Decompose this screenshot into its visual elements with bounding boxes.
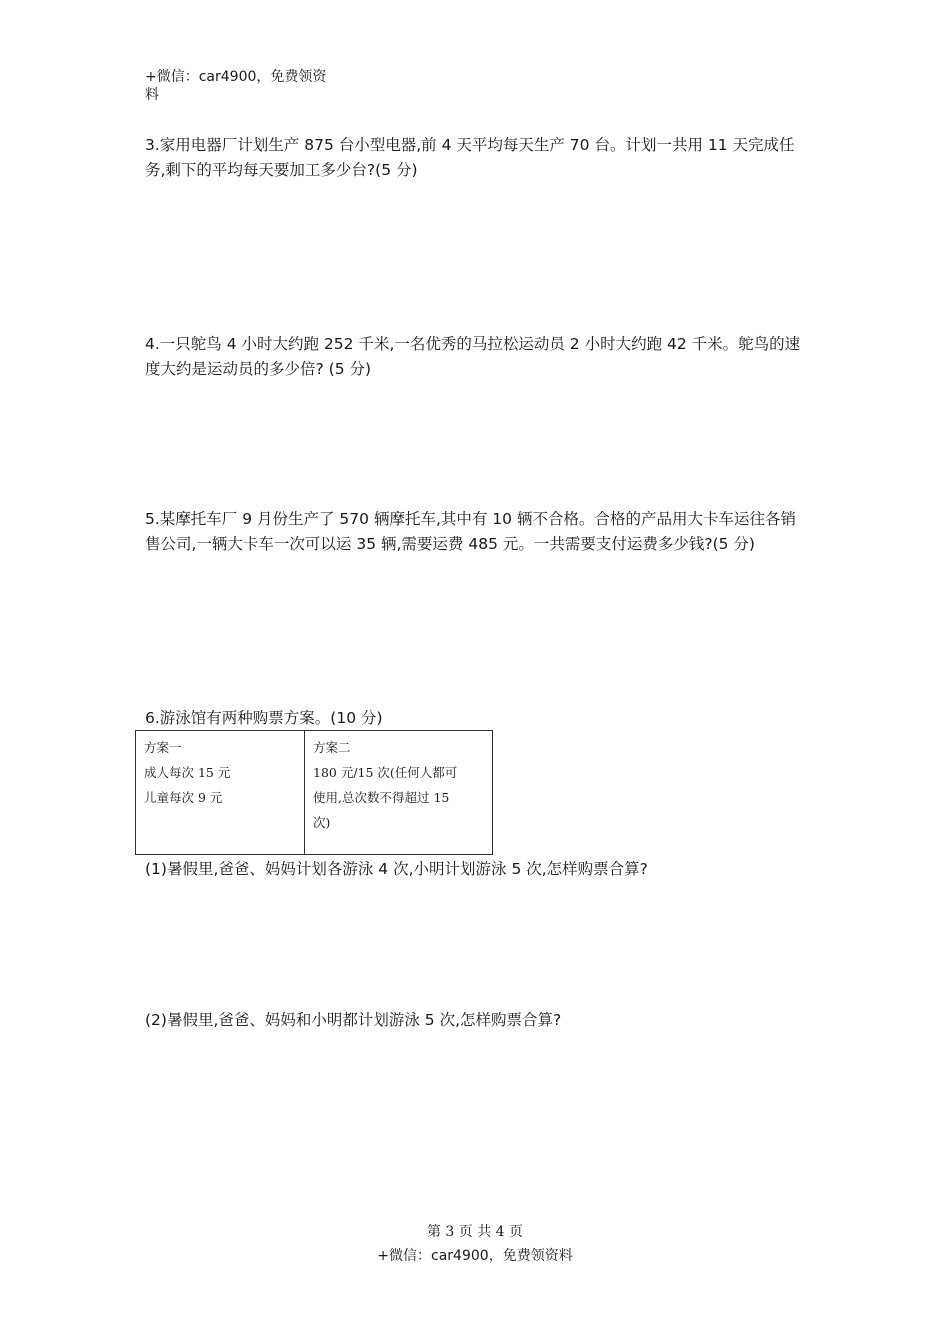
plan1-title: 方案一 <box>144 740 182 755</box>
plan1-line: 成人每次 15 元 <box>144 765 231 780</box>
ticket-plan-table <box>135 730 493 855</box>
plan2-title: 方案二 <box>313 740 351 755</box>
plan2-line: 使用,总次数不得超过 15 <box>313 790 450 805</box>
plan2-cell <box>305 731 493 855</box>
plan2-line: 180 元/15 次(任何人都可 <box>313 765 458 780</box>
footer-watermark: +微信：car4900，免费领资料 <box>377 1248 573 1264</box>
question-3: 3.家用电器厂计划生产 875 台小型电器,前 4 天平均每天生产 70 台。计划一共用 11 天完成任务,剩下的平均每天要加工多少台?(5 分) <box>145 136 795 179</box>
page-number: 第 3 页 共 4 页 <box>426 1224 524 1240</box>
plan1-cell <box>136 731 305 855</box>
plan1-line: 儿童每次 9 元 <box>144 790 223 805</box>
question-6: 6.游泳馆有两种购票方案。(10 分) <box>145 709 383 727</box>
header-watermark <box>145 68 345 104</box>
question-5: 5.某摩托车厂 9 月份生产了 570 辆摩托车,其中有 10 辆不合格。合格的产品用大卡车运往各销售公司,一辆大卡车一次可以运 35 辆,需要运费 485 元。一共需要支付运费多少钱?(5 分) <box>145 510 796 553</box>
subquestion-1: (1)暑假里,爸爸、妈妈计划各游泳 4 次,小明计划游泳 5 次,怎样购票合算? <box>145 860 648 878</box>
subquestion-2: (2)暑假里,爸爸、妈妈和小明都计划游泳 5 次,怎样购票合算? <box>145 1011 562 1029</box>
question-4: 4.一只鸵鸟 4 小时大约跑 252 千米,一名优秀的马拉松运动员 2 小时大约跑 42 千米。鸵鸟的速度大约是运动员的多少倍? (5 分) <box>145 335 801 378</box>
header-watermark-line1: +微信：car4900，免费领资 <box>145 69 327 85</box>
plan2-line: 次) <box>313 815 331 830</box>
header-watermark-line2: 料 <box>145 87 159 103</box>
